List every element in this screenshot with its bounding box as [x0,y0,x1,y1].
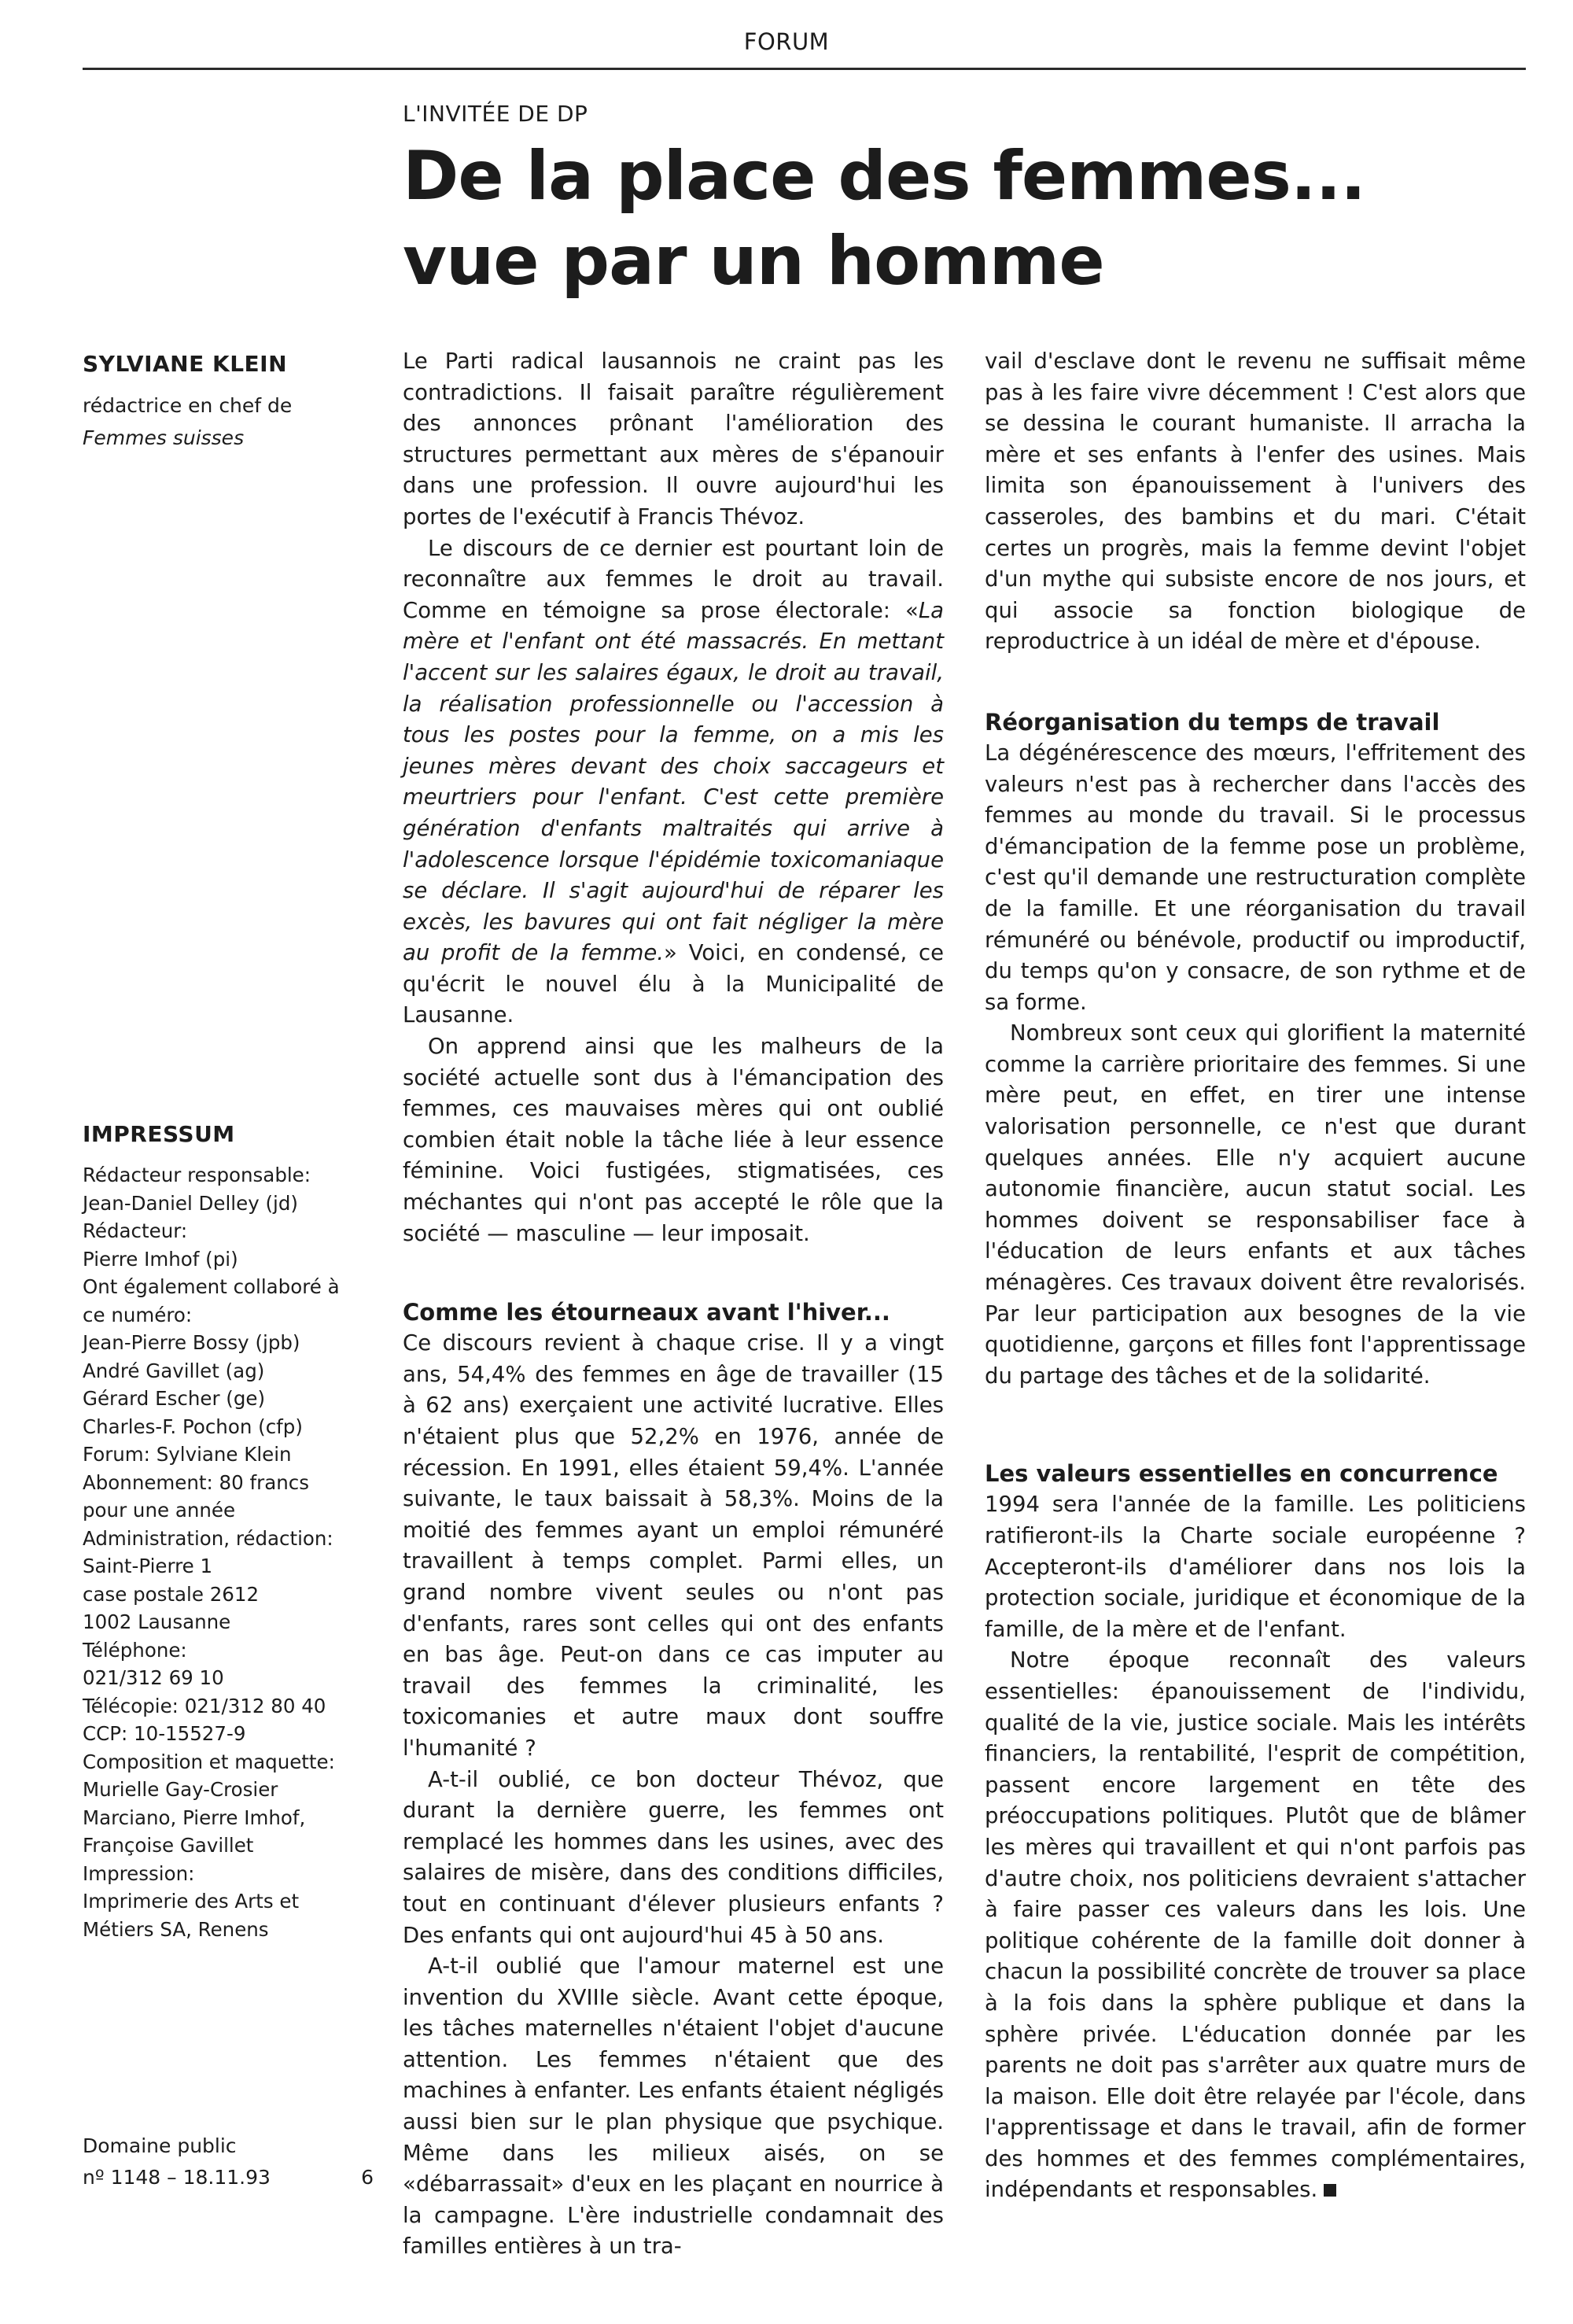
impressum-line: Métiers SA, Renens [83,1917,269,1941]
paragraph: On apprend ainsi que les malheurs de la société actuelle sont dus à l'émancipation des femmes, ces mauvaises mères qui ont oublié combien était noble la tâche liée à leur essence féminine. Voici fustigées, stigmatisées, ces méchantes qui n'ont pas accepté le rôle que la société — masculine — leur imposait. [403,1034,944,1246]
impressum-line: Rédacteur responsable: [83,1164,311,1186]
paragraph: A-t-il oublié, ce bon docteur Thévoz, que durant la dernière guerre, les femmes ont remplacé les hommes dans les usines, avec des salaires de misère, dans des conditions difficiles, tout en continuant d'élever plusieurs enfants ? Des enfants qui ont aujourd'hui 45 à 50 ans. [403,1766,944,1948]
author-role [83,389,342,454]
impressum-line: Jean-Pierre Bossy (jpb) [83,1331,300,1354]
paragraph-text: » Voici, en condensé, ce qu'écrit le nouvel élu à la Municipalité de Lausanne. [403,940,944,1028]
impressum-title: IMPRESSUM [83,1121,235,1147]
header-rule [83,68,1526,70]
impressum-line: ce numéro: [83,1303,193,1326]
impressum-line: 1002 Lausanne [83,1610,231,1633]
impressum-line: Françoise Gavillet [83,1834,254,1857]
paragraph: Ce discours revient à chaque crise. Il y a vingt ans, 54,4% des femmes en âge de travailler (15 à 62 ans) exerçaient une activité lucrative. Elles n'étaient plus que 52,2% en 1976, année de récession. En 1991, elles étaient 59,4%. L'année suivante, le taux baissait à 58,3%. Moins de la moitié des femmes ayant un emploi rémunéré travaillent à temps complet. Parmi elles, un grand nombre vivent seules ou n'ont pas d'enfants, rares sont celles qui ont des enfants en bas âge. Peut-on dans ce cas imputer au travail des femmes la criminalité, les toxicomanies et autre maux dont souffre l'humanité ? [403,1330,944,1761]
paragraph-text: Notre époque reconnaît des valeurs essentielles: épanouissement de l'individu, qualité de la vie, justice sociale. Mais les intérêts financiers, la rentabilité, l'esprit de compétition, passent encore largement en tête des préoccupations politiques. Plutôt que de blâmer les mères qui travaillent et qui n'ont parfois pas d'autre choix, nos politiciens devraient s'attacher à faire passer ces valeurs dans les lois. Une politique cohérente de la famille doit donner à chacun la possibilité concrète de trouver sa place à la fois dans la sphère publique et dans la sphère privée. L'éducation donnée par les parents ne doit pas s'arrêter aux quatre murs de la maison. Elle doit être relayée par l'école, dans l'apprentissage et dans le travail, afin de former des hommes et des femmes complémentaires, indépendants et responsables. [985,1647,1526,2203]
paragraph: La dégénérescence des mœurs, l'effritement des valeurs n'est pas à rechercher dans l'accès des femmes au monde du travail. Si le processus d'émancipation de la femme pose un problème, c'est qu'il demande une restructuration complète de la famille. Et une réorganisation du travail rémunéré ou bénévole, productif ou improductif, du temps qu'on y consacre, de son rythme et de sa forme. [985,740,1526,1015]
page-number: 6 [361,2166,374,2189]
author-publication: Femmes suisses [83,426,245,449]
section-label: FORUM [743,28,830,55]
author-name: SYLVIANE KLEIN [83,351,288,377]
impressum-list [83,1161,374,1943]
paragraph-with-quote [403,533,944,1032]
paragraph: A-t-il oublié que l'amour maternel est une invention du XVIIIe siècle. Avant cette époque, les tâches maternelles n'étaient l'objet d'aucune attention. Les femmes n'étaient que des machines à enfanter. Les enfants étaient négligés aussi bien sur le plan physique que psychique. Même dans les milieux aisés, on se «débarrassait» d'eux en les plaçant en nourrice à la campagne. L'ère industrielle condamnait des familles entières à un tra- [403,1953,944,2259]
impressum-line: Rédacteur: [83,1219,188,1242]
impressum-line: Jean-Daniel Delley (jd) [83,1191,298,1215]
headline-line-2: vue par un homme [403,222,1104,301]
impressum-line: Pierre Imhof (pi) [83,1247,238,1271]
impressum-line: Marciano, Pierre Imhof, [83,1806,306,1829]
paragraph: 1994 sera l'année de la famille. Les politiciens ratifieront-ils la Charte sociale européenne ? Accepteront-ils d'améliorer dans nos lois la protection sociale, juridique et économique de la famille, de la mère et de l'enfant. [985,1492,1526,1642]
impressum-line: Composition et maquette: [83,1750,335,1773]
impressum-line: Impression: [83,1861,195,1885]
impressum-line: André Gavillet (ag) [83,1359,265,1382]
impressum-line: Saint-Pierre 1 [83,1555,213,1577]
paragraph [985,1645,1526,2206]
paragraph: Le Parti radical lausannois ne craint pas les contradictions. Il faisait paraître régulièrement des annonces prônant l'amélioration des structures permettant aux mères de s'épanouir dans une profession. Il ouvre aujourd'hui les portes de l'exécutif à Francis Thévoz. [403,349,944,529]
impressum-line: Administration, rédaction: [83,1526,333,1550]
impressum-line: Télécopie: 021/312 80 40 [83,1694,326,1717]
paragraph: Nombreux sont ceux qui glorifient la maternité comme la carrière prioritaire des femmes. Si une mère peut, en effet, en tirer une intense valorisation personnelle, ce n'est que durant quelques années. Elle n'y acquiert aucune autonomie financière, aucun statut social. Les hommes doivent se responsabiliser face à l'éducation de leurs enfants et aux tâches ménagères. Ces travaux doivent être revalorisés. Par leur participation aux besognes de la vie quotidienne, garçons et filles font l'apprentissage du partage des tâches et de la solidarité. [985,1020,1526,1389]
paragraph: vail d'esclave dont le revenu ne suffisait même pas à les faire vivre décemment ! C'est alors que se dessina le courant humaniste. Il arracha la mère et ses enfants à l'enfer des usines. Mais limita son épanouissement à l'univers des casseroles, des bambins et du mari. C'était certes un progrès, mais la femme devint l'objet d'un mythe qui subsiste encore de nos jours, et qui associe sa fonction biologique de reproductrice à un idéal de mère et d'épouse. [985,349,1526,655]
quote-text: La mère et l'enfant ont été massacrés. En mettant l'accent sur les salaires égaux, le droit au travail, la réalisation professionnelle ou l'accession à tous les postes pour la femme, on a mis les jeunes mères devant des choix saccageurs et meurtriers pour l'enfant. C'est cette première génération d'enfants maltraités qui arrive à l'adolescence lorsque l'épidémie toxicomaniaque se déclare. Il s'agit aujourd'hui de réparer les excès, les bavures qui ont fait négliger la mère au profit de la femme. [403,597,944,966]
article-column-1 [403,346,944,2263]
subheading: Comme les étourneaux avant l'hiver... [403,1299,890,1326]
footer-issue: nº 1148 – 18.11.93 [83,2166,271,2189]
page-footer [83,2130,374,2193]
footer-publication: Domaine public [83,2134,237,2157]
end-of-article-icon [1324,2184,1336,2197]
article-column-2 [985,346,1526,2206]
headline [403,134,1365,304]
impressum-line: pour une année [83,1499,236,1522]
impressum-line: Gérard Escher (ge) [83,1387,266,1410]
footer-issue-row [83,2162,374,2193]
subheading: Les valeurs essentielles en concurrence [985,1460,1498,1488]
author-role-text: rédactrice en chef de [83,394,293,417]
impressum-line: Ont également collaboré à [83,1275,340,1298]
headline-line-1: De la place des femmes... [403,137,1365,216]
paragraph-text: Le discours de ce dernier est pourtant loin de reconnaître aux femmes le droit au travail. Comme en témoigne sa prose électorale: « [403,535,944,623]
impressum-line: Forum: Sylviane Klein [83,1443,292,1466]
kicker: L'INVITÉE DE DP [403,101,588,127]
impressum-line: Imprimerie des Arts et [83,1890,300,1913]
impressum-line: Téléphone: [83,1638,187,1662]
impressum-line: Abonnement: 80 francs [83,1470,309,1494]
impressum-line: case postale 2612 [83,1582,260,1606]
impressum-line: 021/312 69 10 [83,1666,224,1689]
impressum-line: Charles-F. Pochon (cfp) [83,1415,303,1438]
impressum-line: CCP: 10-15527-9 [83,1722,246,1745]
impressum-line: Murielle Gay-Crosier [83,1778,278,1801]
subheading: Réorganisation du temps de travail [985,708,1440,736]
